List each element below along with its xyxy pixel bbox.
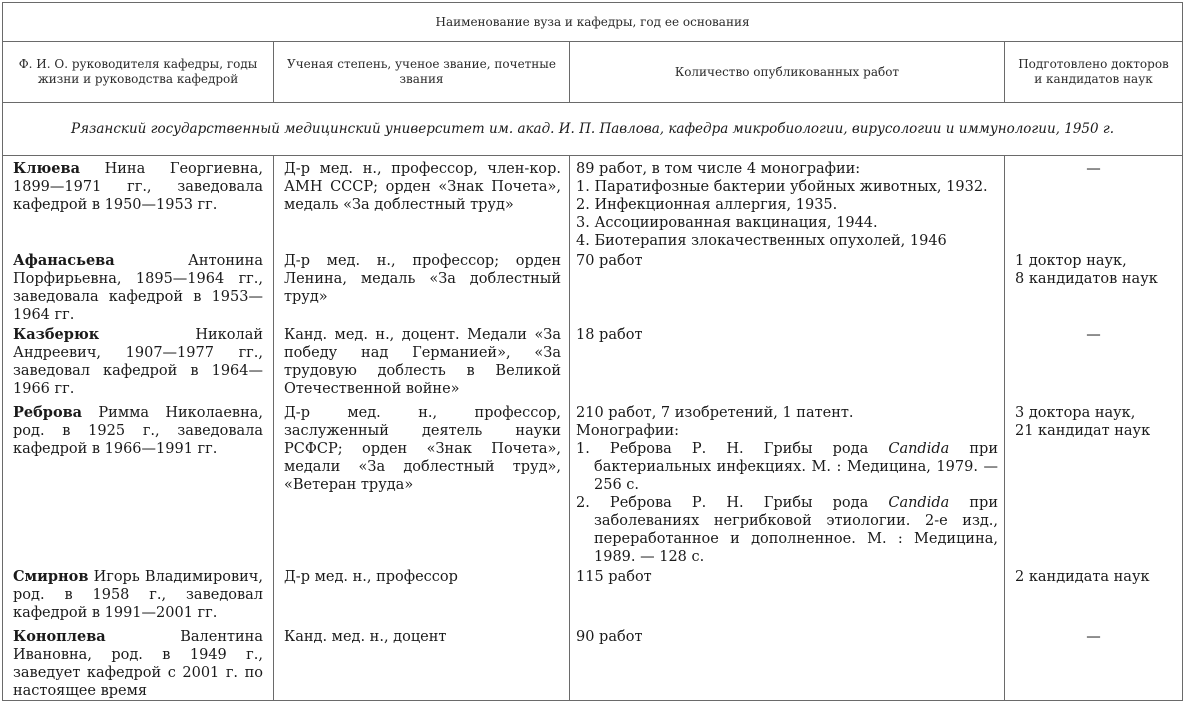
university-department-line: Рязанский государственный медицинский университет им. акад. И. П. Павлова, кафедра микробиологии, вирусологии и иммунологии, 1950 г. — [3, 103, 1183, 156]
degree-cell: Канд. мед. н., доцент. Медали «За победу над Германией», «За трудовую доблесть в Великой Отечественной войне» — [274, 324, 570, 402]
works-list-item: 1. Паратифозные бактерии убойных животных, 1932. — [576, 179, 988, 195]
degree-cell: Д-р мед. н., профессор — [274, 566, 570, 626]
column-header-head: Ф. И. О. руководителя кафедры, годы жизни и руководства кафедрой — [3, 42, 274, 103]
surname: Коноплева — [13, 628, 106, 645]
works-cell: 115 работ — [570, 566, 1005, 626]
bio: Николай Андреевич, 1907—1977 гг., заведовал кафедрой в 1964—1966 гг. — [13, 327, 263, 397]
monograph-item: 2. Реброва Р. Н. Грибы рода Candida при заболеваниях негрибковой этиологии. 2-е изд., переработанное и дополненное. М. : Медицина, 1989. — 128 с. — [576, 495, 998, 565]
head-cell — [3, 156, 274, 251]
bio: Антонина Порфирьевна, 1895—1964 гг., заведовала кафедрой в 1953—1964 гг. — [13, 253, 263, 323]
trained-candidates: 21 кандидат наук — [1015, 423, 1151, 439]
works-summary: 89 работ, в том числе 4 монографии: — [576, 161, 861, 177]
works-list-item: 4. Биотерапия злокачественных опухолей, 1946 — [576, 233, 947, 249]
head-cell — [3, 566, 274, 626]
table-row — [3, 626, 1183, 701]
trained-cell — [1005, 402, 1183, 566]
works-cell: 90 работ — [570, 626, 1005, 701]
trained-cell: — — [1005, 626, 1183, 701]
table-row — [3, 250, 1183, 324]
degree-cell: Д-р мед. н., профессор, член-кор. АМН СССР; орден «Знак Почета», медаль «За доблестный труд» — [274, 156, 570, 251]
departments-table — [2, 2, 1183, 701]
head-cell — [3, 402, 274, 566]
trained-cell: — — [1005, 156, 1183, 251]
column-header-trained: Подготовлено докторов и кандидатов наук — [1005, 42, 1183, 103]
column-header-works: Количество опубликованных работ — [570, 42, 1005, 103]
column-header-degree: Ученая степень, ученое звание, почетные звания — [274, 42, 570, 103]
bio: Валентина Ивановна, род. в 1949 г., заведует кафедрой с 2001 г. по настоящее время — [13, 629, 263, 699]
trained-doctors: 1 доктор наук, — [1015, 253, 1127, 269]
surname: Реброва — [13, 404, 83, 421]
table-row — [3, 324, 1183, 402]
degree-cell: Д-р мед. н., профессор, заслуженный деятель науки РСФСР; орден «Знак Почета», медали «За доблестный труд», «Ветеран труда» — [274, 402, 570, 566]
works-cell — [570, 156, 1005, 251]
head-cell — [3, 324, 274, 402]
head-cell — [3, 250, 274, 324]
degree-cell: Д-р мед. н., профессор; орден Ленина, медаль «За доблестный труд» — [274, 250, 570, 324]
works-subheading: Монографии: — [576, 423, 680, 439]
works-list-item: 3. Ассоциированная вакцинация, 1944. — [576, 215, 878, 231]
trained-doctors: 3 доктора наук, — [1015, 405, 1136, 421]
works-list-item: 2. Инфекционная аллергия, 1935. — [576, 197, 838, 213]
trained-cell — [1005, 250, 1183, 324]
degree-cell: Канд. мед. н., доцент — [274, 626, 570, 701]
table-row — [3, 566, 1183, 626]
table-row — [3, 156, 1183, 251]
surname: Афанасьева — [13, 252, 115, 269]
works-cell: 18 работ — [570, 324, 1005, 402]
table-row — [3, 402, 1183, 566]
head-cell — [3, 626, 274, 701]
trained-cell: — — [1005, 324, 1183, 402]
surname: Казберюк — [13, 326, 100, 343]
bio: Нина Георгиевна, 1899—1971 гг., заведовала кафедрой в 1950—1953 гг. — [13, 161, 263, 213]
table-title: Наименование вуза и кафедры, год ее основания — [3, 3, 1183, 42]
trained-candidates: 8 кандидатов наук — [1015, 271, 1158, 287]
trained-cell: 2 кандидата наук — [1005, 566, 1183, 626]
works-cell: 70 работ — [570, 250, 1005, 324]
monograph-item: 1. Реброва Р. Н. Грибы рода Candida при бактериальных инфекциях. М. : Медицина, 1979. — 256 с. — [576, 441, 998, 493]
works-cell — [570, 402, 1005, 566]
surname: Клюева — [13, 160, 80, 177]
surname: Смирнов — [13, 568, 89, 585]
bio: Игорь Владимирович, род. в 1958 г., заведовал кафедрой в 1991—2001 гг. — [13, 569, 263, 621]
works-summary: 210 работ, 7 изобретений, 1 патент. — [576, 405, 854, 421]
bio: Римма Николаевна, род. в 1925 г., заведовала кафедрой в 1966—1991 гг. — [13, 405, 263, 457]
